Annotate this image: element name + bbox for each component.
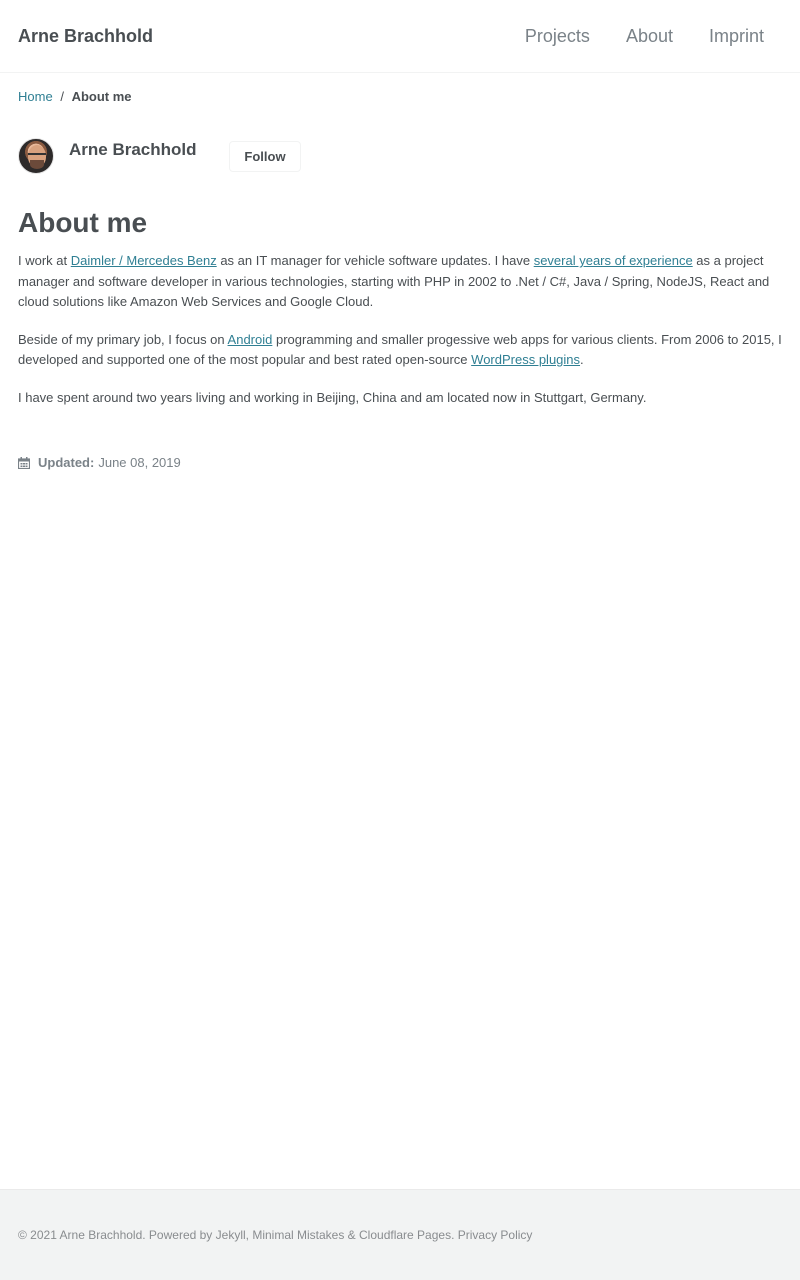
site-title-link[interactable]: Arne Brachhold <box>18 26 154 46</box>
updated-date: June 08, 2019 <box>98 455 181 470</box>
cloudflare-pages-link[interactable]: Cloudflare Pages <box>359 1228 452 1242</box>
breadcrumb-separator: / <box>60 89 64 104</box>
paragraph-text: programming and smaller progessive web apps for various clients. From 2006 to 2015, I developed and supported one of the most popular and best rated open-source <box>18 331 782 367</box>
page-title: About me <box>18 207 148 238</box>
updated-label: Updated: <box>38 455 95 470</box>
paragraph-text: . <box>580 352 584 367</box>
paragraph-work <box>18 251 782 313</box>
daimler-link[interactable]: Daimler / Mercedes Benz <box>70 253 217 268</box>
masthead <box>0 0 800 73</box>
footer-copyright <box>18 1227 532 1243</box>
breadcrumb-home-link[interactable]: Home <box>18 89 53 104</box>
paragraph-text: I work at <box>18 253 71 268</box>
paragraph-text: as an IT manager for vehicle software updates. I have <box>216 253 534 268</box>
page-footer <box>0 1189 800 1280</box>
author-profile <box>18 138 338 178</box>
nav-link-projects[interactable]: Projects <box>524 26 590 46</box>
wordpress-plugins-link[interactable]: WordPress plugins <box>471 352 581 367</box>
jekyll-link[interactable]: Jekyll <box>215 1228 246 1242</box>
paragraph-text: Beside of my primary job, I focus on <box>18 331 228 347</box>
nav-link-about[interactable]: About <box>625 26 673 46</box>
breadcrumb <box>18 89 132 105</box>
minimal-mistakes-link[interactable]: Minimal Mistakes <box>252 1228 345 1242</box>
avatar <box>18 138 54 174</box>
main-nav <box>489 26 764 46</box>
breadcrumb-current: About me <box>71 89 132 104</box>
updated-info <box>18 455 181 471</box>
nav-link-imprint[interactable]: Imprint <box>708 26 764 46</box>
paragraph-side-projects <box>18 330 782 371</box>
footer-text: . <box>451 1228 458 1242</box>
paragraph-location: I have spent around two years living and working in Beijing, China and am located now in Stuttgart, Germany. <box>18 389 647 405</box>
footer-text: , <box>245 1228 253 1242</box>
footer-text: & <box>344 1228 360 1242</box>
footer-text: © 2021 Arne Brachhold. Powered by <box>18 1228 216 1242</box>
follow-button[interactable]: Follow <box>229 141 301 172</box>
privacy-policy-link[interactable]: Privacy Policy <box>457 1228 533 1242</box>
android-link[interactable]: Android <box>227 331 273 347</box>
author-name: Arne Brachhold <box>69 140 197 159</box>
paragraph-text: as a project manager and software developer in various technologies, starting with PHP in 2002 to .Net / C#, Java / Spring, NodeJS, React and cloud solutions like Amazon Web Services and Google Cloud. <box>18 253 770 309</box>
calendar-icon <box>18 457 30 469</box>
experience-link[interactable]: several years of experience <box>533 253 693 268</box>
page-content <box>18 251 782 425</box>
